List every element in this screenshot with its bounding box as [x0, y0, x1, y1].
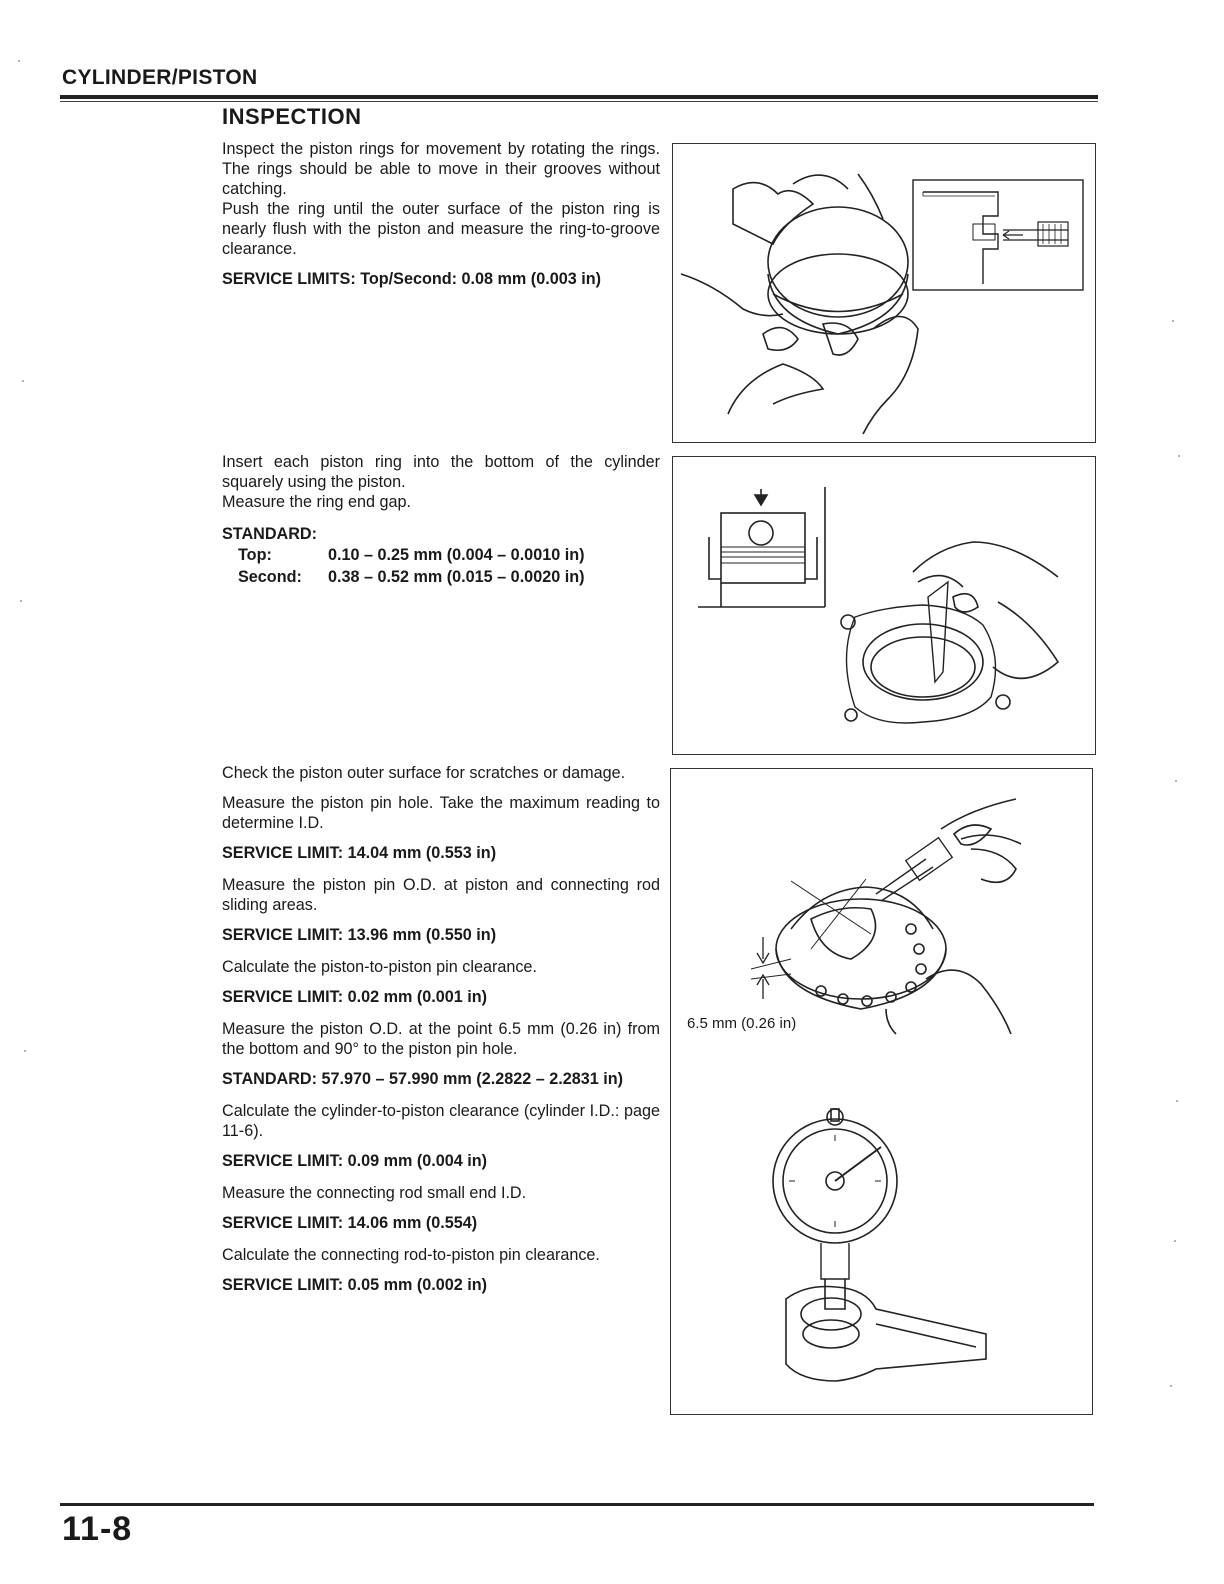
scan-speck — [22, 380, 24, 382]
piston-surface-paragraph: Check the piston outer surface for scratches or damage. — [222, 764, 626, 782]
scan-speck — [1170, 1385, 1172, 1387]
rod-pin-clearance-paragraph: Calculate the connecting rod-to-piston pin clearance. — [222, 1246, 600, 1264]
scan-speck — [20, 600, 22, 602]
ring-end-gap-paragraph: Measure the ring end gap. — [222, 493, 411, 511]
ring-groove-paragraph: Push the ring until the outer surface of the piston ring is nearly flush with the piston and measure the ring-to-groove clearance. — [222, 200, 660, 258]
ring-movement-paragraph: Inspect the piston rings for movement by rotating the rings. The rings should be able to move in their grooves without catching. — [222, 140, 660, 198]
scan-speck — [1175, 780, 1177, 782]
piston-pin-clearance-limit: SERVICE LIMIT: 0.02 mm (0.001 in) — [222, 988, 488, 1006]
scan-speck — [1172, 320, 1174, 322]
pin-hole-paragraph: Measure the piston pin hole. Take the maximum reading to determine I.D. — [222, 794, 660, 832]
standard-row-value: 0.10 – 0.25 mm (0.004 – 0.0010 in) — [328, 546, 585, 564]
ring-insert-paragraph: Insert each piston ring into the bottom of the cylinder squarely using the piston. — [222, 453, 660, 491]
header-rule — [60, 95, 1098, 99]
ring-end-gap-standard-label: STANDARD: — [222, 525, 318, 543]
piston-pin-clearance-paragraph: Calculate the piston-to-piston pin clearance. — [222, 958, 537, 976]
chapter-title: CYLINDER/PISTON — [62, 66, 258, 89]
figure-dimension-caption: 6.5 mm (0.26 in) — [687, 1015, 797, 1032]
piston-measurement-figure — [670, 768, 1093, 1415]
scan-speck — [1178, 455, 1180, 457]
footer-rule — [60, 1503, 1094, 1506]
ring-groove-service-limit: SERVICE LIMITS: Top/Second: 0.08 mm (0.003 in) — [222, 270, 601, 288]
scan-speck — [24, 1050, 26, 1052]
scan-speck — [18, 60, 20, 62]
ring-end-gap-block — [222, 452, 660, 588]
standard-row-label: Top: — [238, 546, 272, 564]
ring-end-gap-figure — [672, 456, 1096, 755]
pin-od-service-limit: SERVICE LIMIT: 13.96 mm (0.550 in) — [222, 926, 497, 944]
scan-speck — [1174, 1240, 1176, 1242]
section-title: INSPECTION — [222, 104, 362, 129]
piston-ring-figure — [672, 143, 1096, 443]
cylinder-clearance-limit: SERVICE LIMIT: 0.09 mm (0.004 in) — [222, 1152, 488, 1170]
ring-movement-block — [222, 139, 660, 289]
rod-small-end-paragraph: Measure the connecting rod small end I.D. — [222, 1184, 527, 1202]
page-number: 11-8 — [62, 1510, 133, 1548]
standard-row-second — [222, 566, 660, 588]
piston-od-standard: STANDARD: 57.970 – 57.990 mm (2.2822 – 2.2831 in) — [222, 1070, 623, 1088]
standard-row-label: Second: — [238, 568, 302, 586]
header-rule-thin — [60, 101, 1098, 102]
rod-pin-clearance-limit: SERVICE LIMIT: 0.05 mm (0.002 in) — [222, 1276, 488, 1294]
standard-row-top — [222, 544, 660, 566]
cylinder-clearance-paragraph: Calculate the cylinder-to-piston clearance (cylinder I.D.: page 11-6). — [222, 1102, 660, 1140]
pin-hole-service-limit: SERVICE LIMIT: 14.04 mm (0.553 in) — [222, 844, 497, 862]
pin-od-paragraph: Measure the piston pin O.D. at piston and connecting rod sliding areas. — [222, 876, 660, 914]
standard-row-value: 0.38 – 0.52 mm (0.015 – 0.0020 in) — [328, 568, 585, 586]
rod-small-end-limit: SERVICE LIMIT: 14.06 mm (0.554) — [222, 1214, 478, 1232]
piston-measurement-block — [222, 763, 660, 1295]
piston-od-paragraph: Measure the piston O.D. at the point 6.5 mm (0.26 in) from the bottom and 90° to the piston pin hole. — [222, 1020, 660, 1058]
scan-speck — [1176, 1100, 1178, 1102]
